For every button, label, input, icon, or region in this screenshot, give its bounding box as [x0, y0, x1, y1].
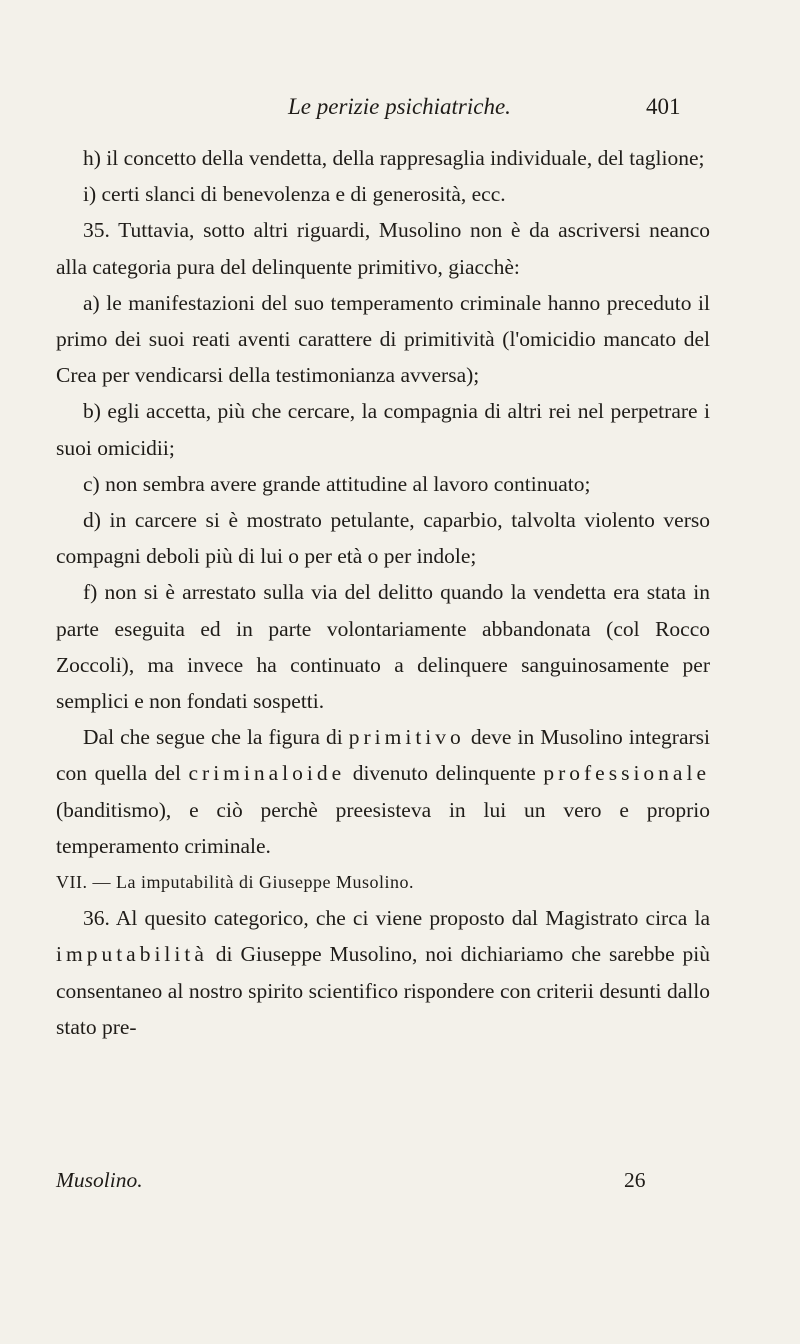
- paragraph-36: [56, 900, 710, 1045]
- text-run: Dal che segue che la figura di: [83, 725, 349, 750]
- paragraph-i: i) certi slanci di benevolenza e di generosità, ecc.: [83, 182, 506, 207]
- paragraph-35: 35. Tuttavia, sotto altri riguardi, Musolino non è da ascriversi neanco alla categoria pura del delinquente primitivo, giacchè:: [56, 218, 710, 279]
- paragraph-h: h) il concetto della vendetta, della rappresaglia individuale, del taglione;: [83, 146, 705, 170]
- paragraph-conclusion: [56, 719, 710, 864]
- sheet-number: 26: [624, 1168, 646, 1192]
- paragraph-a: a) le manifestazioni del suo temperamento criminale hanno preceduto il primo dei suoi reati aventi carattere di primitività (l'omicidio mancato del Crea per vendicarsi della testimonianza avversa);: [56, 290, 710, 388]
- emphasis-professionale: professionale: [543, 761, 710, 786]
- paragraph-f: f) non si è arrestato sulla via del delitto quando la vendetta era stata in parte eseguita ed in parte volontariamente abbandonata (col Rocco Zoccoli), ma invece ha continuato a delinquere sanguinosamente per semplici e non fondati sospetti.: [56, 580, 710, 714]
- signature-mark: Musolino.: [56, 1168, 143, 1192]
- emphasis-primitivo: primitivo: [348, 725, 465, 750]
- text-run: deve in Musolino integrarsi con quella del: [56, 725, 710, 786]
- text-run: (banditismo), e ciò perchè preesisteva in lui un vero e proprio temperamento criminale.: [56, 797, 710, 858]
- section-heading: VII. — La imputabilità di Giuseppe Musolino.: [56, 872, 414, 893]
- text-run: di Giuseppe Musolino, noi dichiariamo che sarebbe più consentaneo al nostro spirito scientifico rispondere con criterii desunti dallo stato pre-: [56, 942, 710, 1039]
- paragraph-d: d) in carcere si è mostrato petulante, caparbio, talvolta violento verso compagni deboli più di lui o per età o per indole;: [56, 508, 710, 569]
- running-title: Le perizie psichiatriche.: [288, 94, 511, 119]
- emphasis-criminaloide: criminaloide: [188, 761, 346, 786]
- running-header: [0, 94, 800, 124]
- body-text: [56, 140, 710, 1045]
- emphasis-imputabilita: imputabilità: [56, 942, 208, 967]
- paragraph-b: b) egli accetta, più che cercare, la compagnia di altri rei nel perpetrare i suoi omicidii;: [56, 399, 710, 460]
- paragraph-c: c) non sembra avere grande attitudine al lavoro continuato;: [83, 471, 591, 496]
- text-run: 36. Al quesito categorico, che ci viene proposto dal Magistrato circa la: [83, 906, 710, 931]
- page-number: 401: [646, 94, 681, 119]
- text-run: divenuto delinquente: [345, 761, 544, 786]
